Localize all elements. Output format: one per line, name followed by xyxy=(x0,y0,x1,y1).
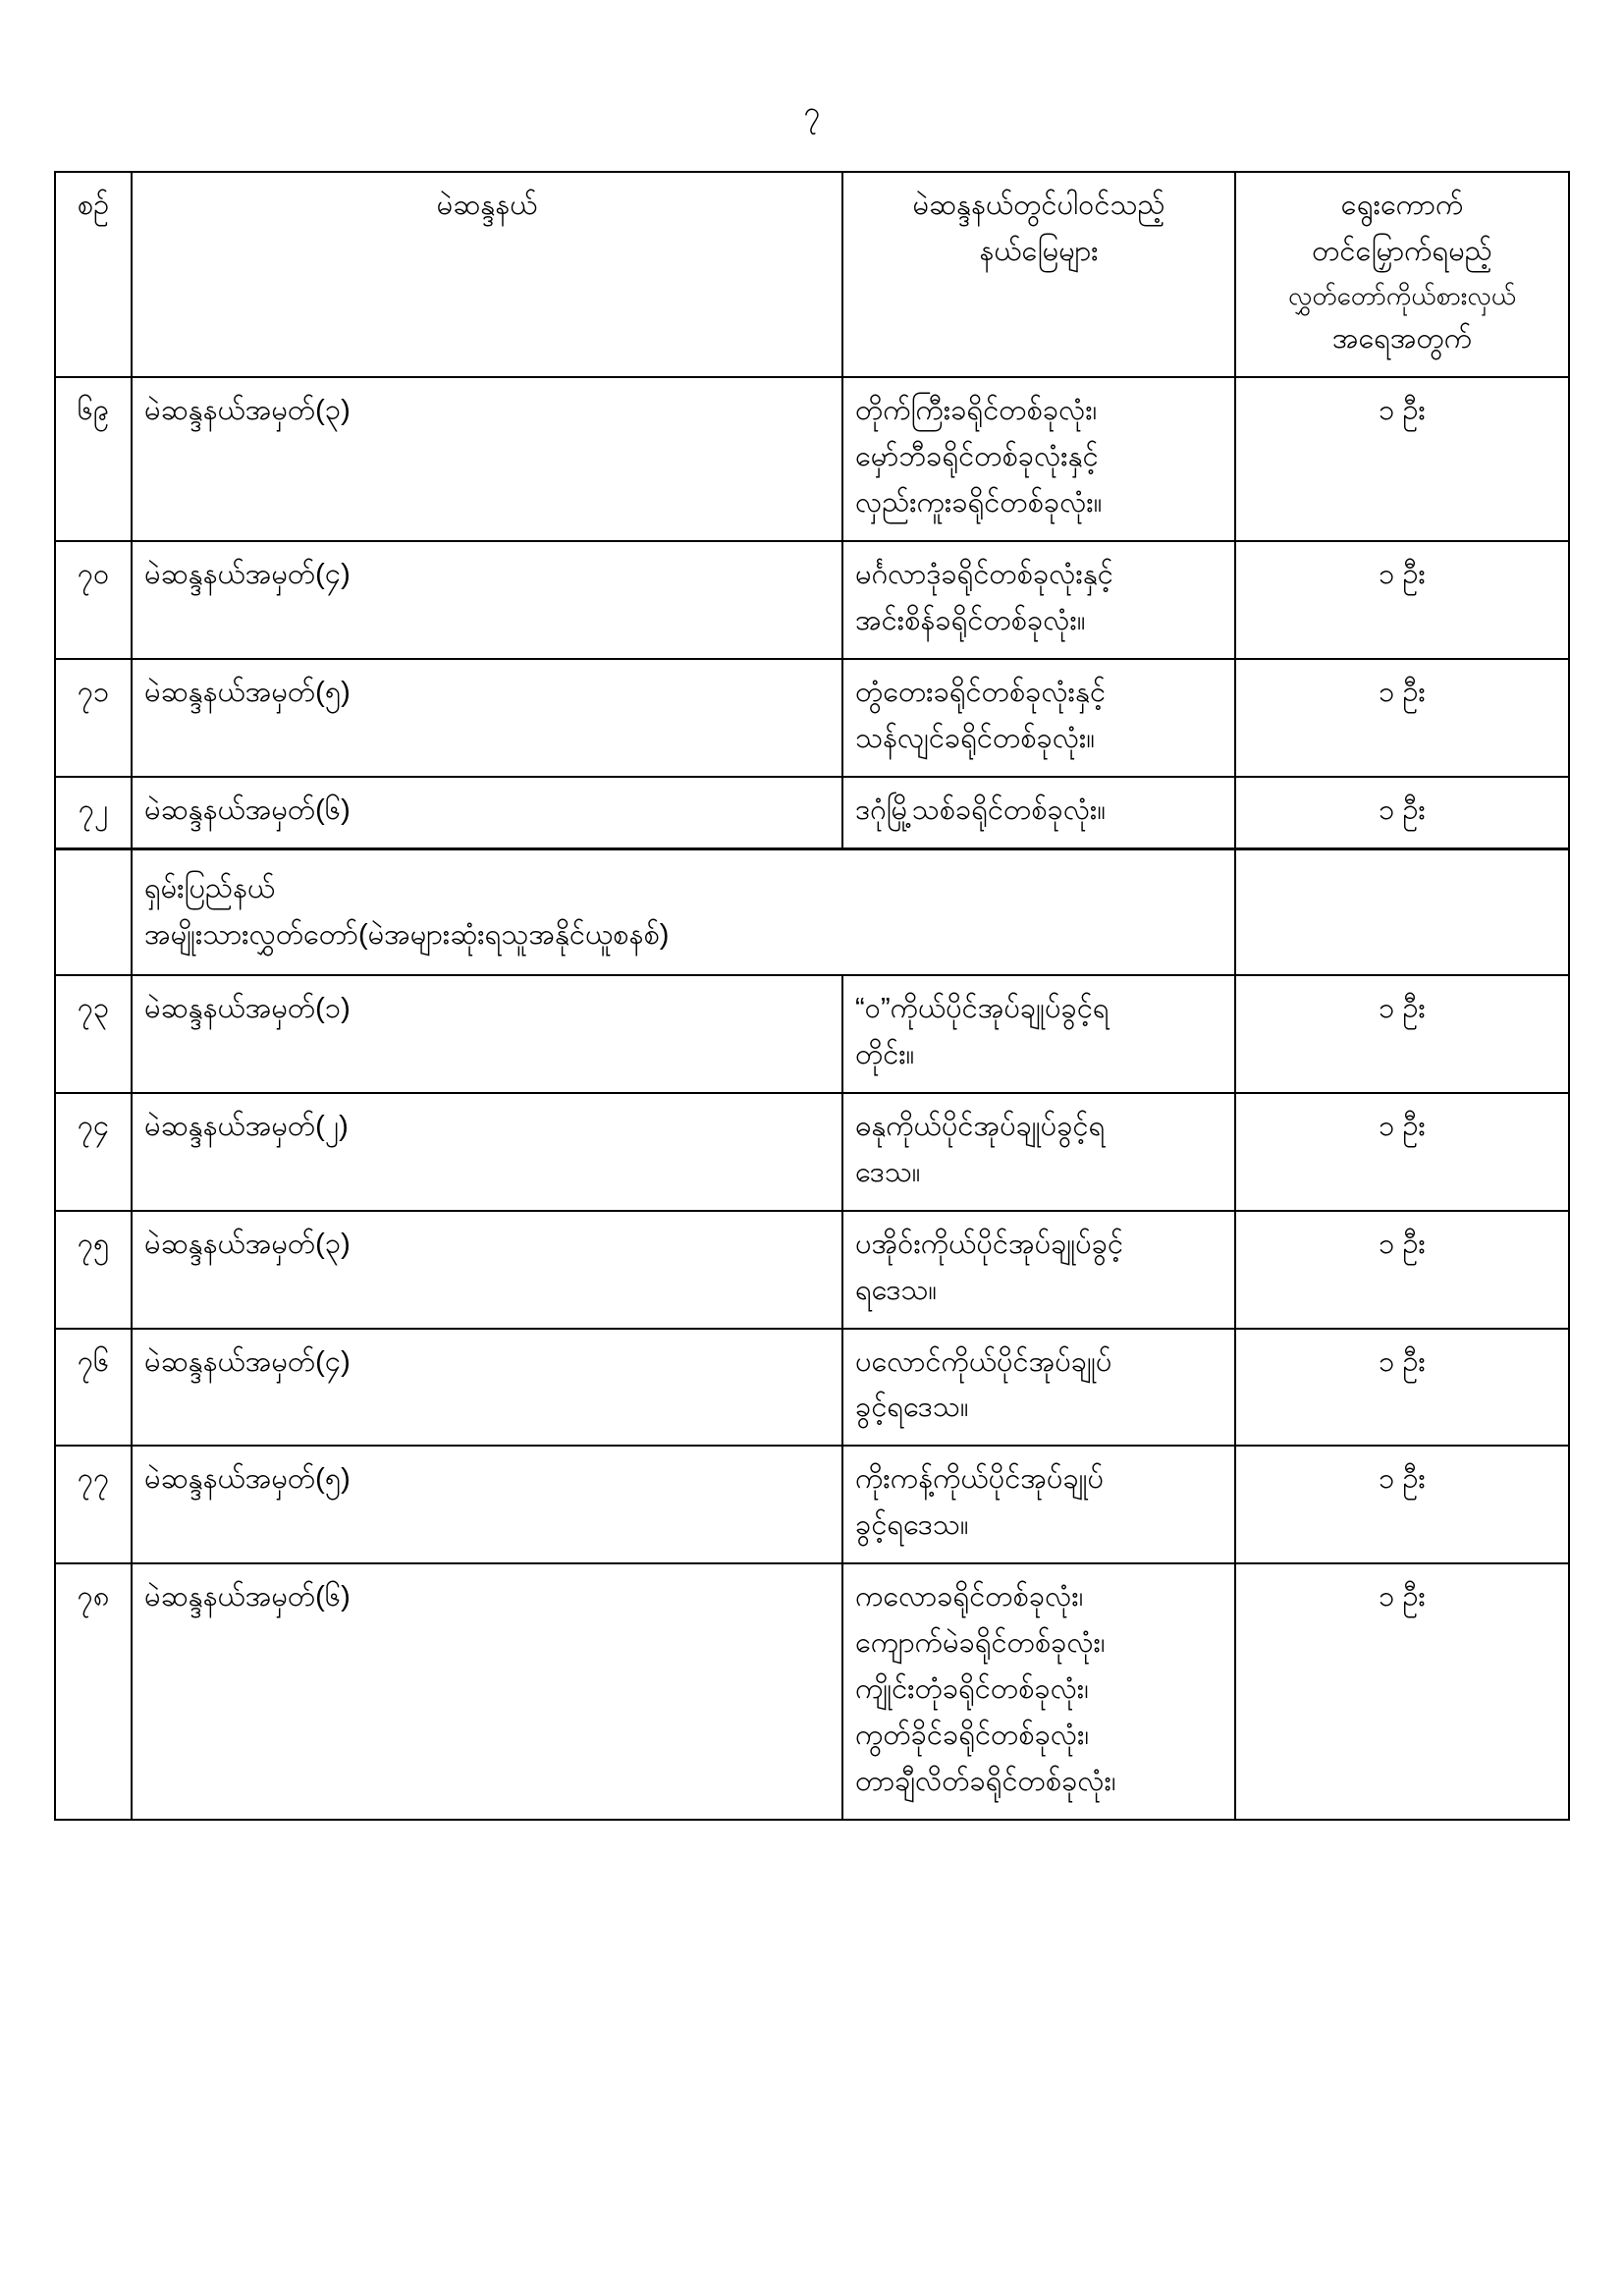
area-line: “ဝ”ကိုယ်ပိုင်အုပ်ချုပ်ခွင့်ရ xyxy=(855,992,1110,1024)
cell-areas xyxy=(842,659,1235,777)
area-line: ကွတ်ခိုင်ခရိုင်တစ်ခုလုံး၊ xyxy=(855,1720,1090,1752)
header-cell-areas xyxy=(842,172,1235,377)
cell-constituency: မဲဆန္ဒနယ်အမှတ်(၃) xyxy=(132,377,842,541)
area-line: ဒဂုံမြို့သစ်ခရိုင်တစ်ခုလုံး။ xyxy=(855,793,1107,826)
cell-constituency: မဲဆန္ဒနယ်အမှတ်(၃) xyxy=(132,1211,842,1329)
cell-areas xyxy=(842,975,1235,1093)
cell-no: ၇၈ xyxy=(55,1563,132,1820)
cell-areas xyxy=(842,1446,1235,1563)
cell-no: ၇၅ xyxy=(55,1211,132,1329)
header-cell-seats xyxy=(1235,172,1569,377)
table-row xyxy=(55,1211,1569,1329)
cell-constituency: မဲဆန္ဒနယ်အမှတ်(၄) xyxy=(132,1329,842,1447)
area-line: တိုက်ကြီးခရိုင်တစ်ခုလုံး၊ xyxy=(855,395,1098,427)
table-section-row xyxy=(55,848,1569,974)
area-line: သန်လျင်ခရိုင်တစ်ခုလုံး။ xyxy=(855,722,1096,754)
section-title xyxy=(132,848,1235,974)
cell-seat-count: ၁ ဦး xyxy=(1235,1329,1569,1447)
area-line: ရဒေသ။ xyxy=(855,1274,938,1306)
area-line: မှော်ဘီခရိုင်တစ်ခုလုံးနှင့် xyxy=(855,440,1099,472)
table-header-row xyxy=(55,172,1569,377)
cell-no: ၇၇ xyxy=(55,1446,132,1563)
cell-constituency: မဲဆန္ဒနယ်အမှတ်(၆) xyxy=(132,777,842,848)
cell-no: ၇၁ xyxy=(55,659,132,777)
cell-seat-count: ၁ ဦး xyxy=(1235,1563,1569,1820)
header-seats-line1: ရွေးကောက် xyxy=(1340,190,1464,221)
area-line: ကျိုင်းတုံခရိုင်တစ်ခုလုံး၊ xyxy=(855,1673,1089,1706)
header-cell-no: စဉ် xyxy=(55,172,132,377)
section-title-line2: အမျိုးသားလွှတ်တော်(မဲအများဆုံးရသူအနိုင်ယူစနစ်) xyxy=(144,918,670,951)
header-cell-constituency: မဲဆန္ဒနယ် xyxy=(132,172,842,377)
cell-seat-count: ၁ ဦး xyxy=(1235,659,1569,777)
cell-seat-count: ၁ ဦး xyxy=(1235,975,1569,1093)
section-title-line1: ရှမ်းပြည်နယ် xyxy=(144,872,276,904)
cell-areas xyxy=(842,541,1235,659)
area-line: ပလောင်ကိုယ်ပိုင်အုပ်ချုပ် xyxy=(855,1345,1112,1378)
table-container xyxy=(0,171,1624,1821)
area-line: တွံတေးခရိုင်တစ်ခုလုံးနှင့် xyxy=(855,676,1107,708)
header-seats-line4: အရေအတွက် xyxy=(1331,323,1473,355)
cell-areas xyxy=(842,1329,1235,1447)
cell-seat-count: ၁ ဦး xyxy=(1235,1093,1569,1211)
cell-constituency: မဲဆန္ဒနယ်အမှတ်(၅) xyxy=(132,659,842,777)
cell-constituency: မဲဆန္ဒနယ်အမှတ်(၂) xyxy=(132,1093,842,1211)
table-row xyxy=(55,1446,1569,1563)
area-line: ဓနုကိုယ်ပိုင်အုပ်ချုပ်ခွင့်ရ xyxy=(855,1110,1106,1142)
area-line: ပအိုဝ်းကိုယ်ပိုင်အုပ်ချုပ်ခွင့် xyxy=(855,1228,1124,1260)
cell-areas xyxy=(842,777,1235,848)
cell-seat-count: ၁ ဦး xyxy=(1235,377,1569,541)
table-header xyxy=(55,172,1569,377)
cell-seat-count: ၁ ဦး xyxy=(1235,777,1569,848)
cell-constituency: မဲဆန္ဒနယ်အမှတ်(၅) xyxy=(132,1446,842,1563)
cell-constituency: မဲဆန္ဒနယ်အမှတ်(၁) xyxy=(132,975,842,1093)
table-row xyxy=(55,377,1569,541)
table-row xyxy=(55,1329,1569,1447)
cell-constituency: မဲဆန္ဒနယ်အမှတ်(၄) xyxy=(132,541,842,659)
cell-areas xyxy=(842,377,1235,541)
cell-seat-count: ၁ ဦး xyxy=(1235,1211,1569,1329)
area-line: အင်းစိန်ခရိုင်တစ်ခုလုံး။ xyxy=(855,604,1086,636)
cell-no: ၇၀ xyxy=(55,541,132,659)
table-row xyxy=(55,541,1569,659)
header-areas-line2: နယ်မြေများ xyxy=(979,235,1099,267)
area-line: ဒေသ။ xyxy=(855,1156,921,1188)
cell-no: ၆၉ xyxy=(55,377,132,541)
area-line: ခွင့်ရဒေသ။ xyxy=(855,1392,969,1424)
cell-no-empty xyxy=(55,848,132,974)
header-seats-line3: လွှတ်တော်ကိုယ်စားလှယ် xyxy=(1287,280,1517,310)
cell-areas xyxy=(842,1093,1235,1211)
area-line: ကလောခရိုင်တစ်ခုလုံး၊ xyxy=(855,1581,1084,1613)
table-row xyxy=(55,777,1569,848)
cell-areas xyxy=(842,1211,1235,1329)
area-line: ကိုးကန့်ကိုယ်ပိုင်အုပ်ချုပ် xyxy=(855,1463,1105,1496)
cell-constituency: မဲဆန္ဒနယ်အမှတ်(၆) xyxy=(132,1563,842,1820)
header-areas-line1: မဲဆန္ဒနယ်တွင်ပါဝင်သည့် xyxy=(912,190,1165,221)
constituency-table xyxy=(54,171,1570,1821)
page-number: ၇ xyxy=(803,96,821,129)
header-seats-line2: တင်မြှောက်ရမည့် xyxy=(1312,235,1492,267)
cell-seat-count-empty xyxy=(1235,848,1569,974)
cell-seat-count: ၁ ဦး xyxy=(1235,1446,1569,1563)
cell-no: ၇၃ xyxy=(55,975,132,1093)
area-line: ခွင့်ရဒေသ။ xyxy=(855,1509,969,1542)
table-row xyxy=(55,975,1569,1093)
area-line: မင်္ဂလာဒုံခရိုင်တစ်ခုလုံးနှင့် xyxy=(855,558,1113,590)
cell-seat-count: ၁ ဦး xyxy=(1235,541,1569,659)
cell-areas xyxy=(842,1563,1235,1820)
table-row xyxy=(55,1093,1569,1211)
area-line: ကျောက်မဲခရိုင်တစ်ခုလုံး၊ xyxy=(855,1627,1106,1660)
area-line: တိုင်း။ xyxy=(855,1038,915,1070)
table-row xyxy=(55,659,1569,777)
area-line: တာချီလိတ်ခရိုင်တစ်ခုလုံး၊ xyxy=(855,1766,1116,1798)
table-row xyxy=(55,1563,1569,1820)
cell-no: ၇၆ xyxy=(55,1329,132,1447)
area-line: လှည်းကူးခရိုင်တစ်ခုလုံး။ xyxy=(855,486,1103,519)
cell-no: ၇၂ xyxy=(55,777,132,848)
table-body xyxy=(55,377,1569,1820)
cell-no: ၇၄ xyxy=(55,1093,132,1211)
